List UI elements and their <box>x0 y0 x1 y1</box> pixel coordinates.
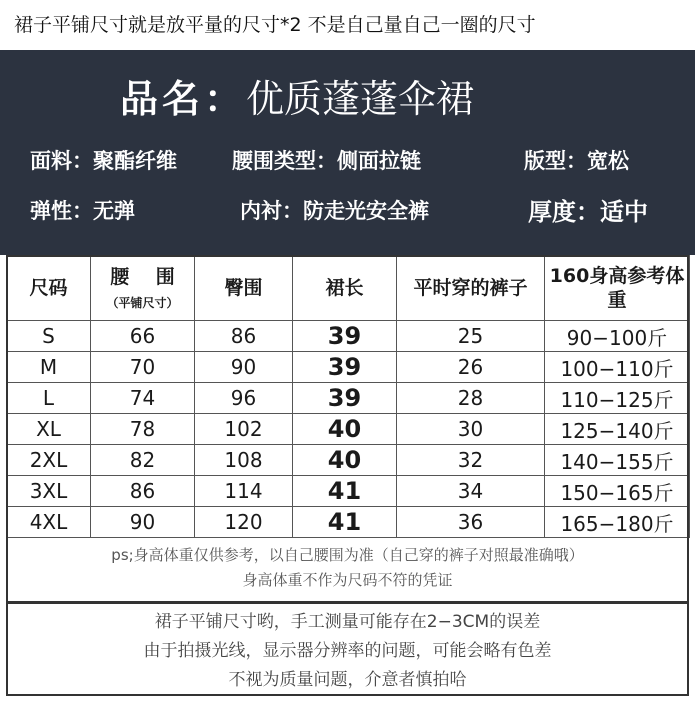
length-cell: 39 <box>293 321 397 352</box>
disclaimer-line2: 由于拍摄光线，显示器分辨率的问题，可能会略有色差 <box>143 641 552 661</box>
disclaimer-line3: 不视为质量问题，介意者慎拍哈 <box>228 670 467 690</box>
spec-thickness <box>528 192 648 227</box>
pants-cell: 32 <box>397 445 545 476</box>
spec-fabric <box>30 145 177 175</box>
reference-note-line2: 身高体重不作为尺码不符的凭证 <box>242 571 453 589</box>
product-label: 品名： <box>120 77 247 121</box>
header-size: 尺码 <box>7 256 91 321</box>
spec-elasticity-label: 弹性： <box>30 199 93 223</box>
reference-note <box>6 537 689 603</box>
spec-lining <box>240 195 429 225</box>
header-pants: 平时穿的裤子 <box>397 256 545 321</box>
weight-cell: 150−165斤 <box>545 476 690 507</box>
hip-cell: 108 <box>195 445 293 476</box>
header-weight: 160身高参考体重 <box>545 256 690 321</box>
waist-cell: 90 <box>91 507 195 538</box>
spec-waist-type-value: 侧面拉链 <box>337 149 421 173</box>
product-title <box>120 68 474 123</box>
product-info-panel <box>0 0 695 255</box>
weight-cell: 100−110斤 <box>545 352 690 383</box>
product-name: 优质蓬蓬伞裙 <box>246 77 475 121</box>
size-cell: L <box>7 383 91 414</box>
pants-cell: 36 <box>397 507 545 538</box>
waist-cell: 78 <box>91 414 195 445</box>
hip-cell: 90 <box>195 352 293 383</box>
spec-fit-value: 宽松 <box>587 149 629 173</box>
pants-cell: 25 <box>397 321 545 352</box>
measurement-notice: 裙子平铺尺寸就是放平量的尺寸*2 不是自己量自己一圈的尺寸 <box>0 0 695 50</box>
hip-cell: 96 <box>195 383 293 414</box>
weight-cell: 110−125斤 <box>545 383 690 414</box>
disclaimer-note <box>6 603 689 696</box>
size-cell: 3XL <box>7 476 91 507</box>
pants-cell: 30 <box>397 414 545 445</box>
length-cell: 40 <box>293 445 397 476</box>
disclaimer-line1: 裙子平铺尺寸哟，手工测量可能存在2−3CM的误差 <box>154 612 541 632</box>
spec-thickness-label: 厚度： <box>528 198 600 226</box>
hip-cell: 102 <box>195 414 293 445</box>
weight-cell: 90−100斤 <box>545 321 690 352</box>
header-hip: 臀围 <box>195 256 293 321</box>
pants-cell: 26 <box>397 352 545 383</box>
waist-cell: 86 <box>91 476 195 507</box>
spec-fabric-label: 面料： <box>30 149 93 173</box>
pants-cell: 34 <box>397 476 545 507</box>
spec-fit-label: 版型： <box>524 149 587 173</box>
spec-waist-type-label: 腰围类型： <box>232 149 337 173</box>
spec-thickness-value: 适中 <box>600 198 648 226</box>
header-waist-label: 腰 围 <box>110 266 175 288</box>
spec-fit <box>524 145 629 175</box>
hip-cell: 120 <box>195 507 293 538</box>
spec-waist-type <box>232 145 421 175</box>
spec-elasticity <box>30 195 135 225</box>
size-cell: 4XL <box>7 507 91 538</box>
pants-cell: 28 <box>397 383 545 414</box>
reference-note-line1: ps;身高体重仅供参考，以自己腰围为准（自己穿的裤子对照最准确哦） <box>111 546 584 564</box>
length-cell: 41 <box>293 507 397 538</box>
size-cell: M <box>7 352 91 383</box>
hip-cell: 86 <box>195 321 293 352</box>
spec-fabric-value: 聚酯纤维 <box>93 149 177 173</box>
header-length: 裙长 <box>293 256 397 321</box>
waist-cell: 74 <box>91 383 195 414</box>
weight-cell: 140−155斤 <box>545 445 690 476</box>
length-cell: 39 <box>293 383 397 414</box>
spec-lining-label: 内衬： <box>240 199 303 223</box>
waist-cell: 82 <box>91 445 195 476</box>
size-cell: XL <box>7 414 91 445</box>
length-cell: 41 <box>293 476 397 507</box>
size-cell: 2XL <box>7 445 91 476</box>
weight-cell: 165−180斤 <box>545 507 690 538</box>
length-cell: 39 <box>293 352 397 383</box>
waist-cell: 70 <box>91 352 195 383</box>
length-cell: 40 <box>293 414 397 445</box>
spec-elasticity-value: 无弹 <box>93 199 135 223</box>
header-waist-note: （平铺尺寸） <box>106 296 179 310</box>
size-cell: S <box>7 321 91 352</box>
spec-lining-value: 防走光安全裤 <box>303 199 429 223</box>
waist-cell: 66 <box>91 321 195 352</box>
hip-cell: 114 <box>195 476 293 507</box>
weight-cell: 125−140斤 <box>545 414 690 445</box>
